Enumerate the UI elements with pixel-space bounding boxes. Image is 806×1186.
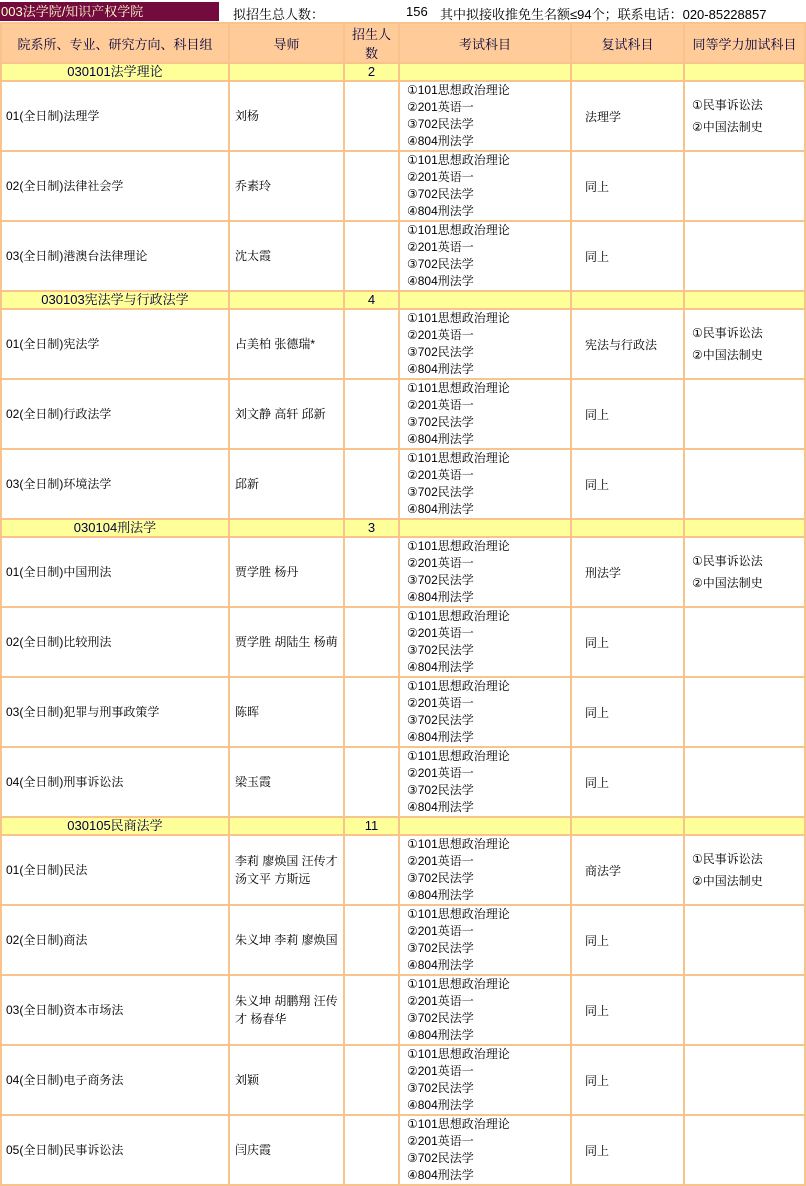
quota-cell	[344, 379, 399, 449]
column-header-row	[1, 23, 805, 63]
retest-cell: 同上	[571, 221, 684, 291]
direction-cell: 03(全日制)资本市场法	[1, 975, 229, 1045]
exam-subjects-cell	[399, 905, 571, 975]
section-row	[1, 817, 805, 835]
program-row	[1, 835, 805, 905]
exam-subject-line: ④804刑法学	[407, 1168, 474, 1182]
retest-cell: 同上	[571, 677, 684, 747]
section-quota: 4	[344, 291, 399, 309]
extra-subjects-cell	[684, 835, 805, 905]
extra-subjects-cell	[684, 151, 805, 221]
exam-subject-line: ①101思想政治理论	[407, 1117, 510, 1131]
supervisors-cell: 乔素玲	[229, 151, 344, 221]
exam-subject-line: ④804刑法学	[407, 590, 474, 604]
section-code-name: 030103宪法学与行政法学	[1, 291, 229, 309]
exam-subject-line: ②201英语一	[407, 398, 474, 412]
exam-subject-line: ②201英语一	[407, 240, 474, 254]
col-header-retest-subjects: 复试科目	[571, 23, 684, 63]
exam-subject-line: ③702民法学	[407, 1151, 474, 1165]
exam-subjects-cell	[399, 677, 571, 747]
quota-cell	[344, 835, 399, 905]
total-quota-label: 拟招生总人数：	[233, 7, 325, 22]
program-row	[1, 309, 805, 379]
quota-cell	[344, 1115, 399, 1185]
retest-cell: 刑法学	[571, 537, 684, 607]
exam-subject-line: ①101思想政治理论	[407, 451, 510, 465]
exam-subject-line: ②201英语一	[407, 100, 474, 114]
exam-subject-line: ①101思想政治理论	[407, 749, 510, 763]
supervisors-cell: 陈晖	[229, 677, 344, 747]
exam-subject-line: ①101思想政治理论	[407, 539, 510, 553]
exam-subject-line: ④804刑法学	[407, 1028, 474, 1042]
extra-subject-line: ①民事诉讼法	[692, 852, 763, 866]
section-empty-cell	[229, 817, 344, 835]
exam-subject-line: ①101思想政治理论	[407, 1047, 510, 1061]
exam-subject-line: ③702民法学	[407, 573, 474, 587]
program-row	[1, 905, 805, 975]
exam-subject-line: ④804刑法学	[407, 1098, 474, 1112]
exam-subject-line: ③702民法学	[407, 713, 474, 727]
exam-subjects-cell	[399, 975, 571, 1045]
supervisors-cell: 刘文静 高轩 邱新	[229, 379, 344, 449]
page-header	[0, 0, 804, 22]
program-row	[1, 151, 805, 221]
exam-subjects-cell	[399, 747, 571, 817]
exam-subject-line: ①101思想政治理论	[407, 311, 510, 325]
program-row	[1, 449, 805, 519]
direction-cell: 04(全日制)电子商务法	[1, 1045, 229, 1115]
exam-subject-line: ②201英语一	[407, 1064, 474, 1078]
retest-cell: 同上	[571, 151, 684, 221]
direction-cell: 01(全日制)中国刑法	[1, 537, 229, 607]
exam-subject-line: ②201英语一	[407, 626, 474, 640]
quota-cell	[344, 677, 399, 747]
section-empty-cell	[684, 817, 805, 835]
supervisors-cell: 刘颖	[229, 1045, 344, 1115]
exam-subject-line: ③702民法学	[407, 117, 474, 131]
supervisors-cell: 朱义坤 胡鹏翔 汪传才 杨春华	[229, 975, 344, 1045]
quota-cell	[344, 1045, 399, 1115]
quota-cell	[344, 607, 399, 677]
exam-subject-line: ①101思想政治理论	[407, 907, 510, 921]
retest-cell: 同上	[571, 1045, 684, 1115]
exam-subject-line: ①101思想政治理论	[407, 837, 510, 851]
program-row	[1, 1115, 805, 1185]
program-row	[1, 379, 805, 449]
exam-subject-line: ②201英语一	[407, 696, 474, 710]
direction-cell: 02(全日制)比较刑法	[1, 607, 229, 677]
exam-subjects-cell	[399, 379, 571, 449]
section-empty-cell	[684, 63, 805, 81]
exam-subjects-cell	[399, 1115, 571, 1185]
exam-subject-line: ②201英语一	[407, 170, 474, 184]
supervisors-cell: 闫庆霞	[229, 1115, 344, 1185]
supervisors-cell: 梁玉霞	[229, 747, 344, 817]
exam-subjects-cell	[399, 221, 571, 291]
direction-cell: 01(全日制)法理学	[1, 81, 229, 151]
exam-subject-line: ①101思想政治理论	[407, 381, 510, 395]
exam-subject-line: ①101思想政治理论	[407, 609, 510, 623]
section-code-name: 030104刑法学	[1, 519, 229, 537]
exam-subject-line: ④804刑法学	[407, 958, 474, 972]
extra-subjects-cell	[684, 607, 805, 677]
exam-subject-line: ②201英语一	[407, 556, 474, 570]
section-row	[1, 63, 805, 81]
supervisors-cell: 刘杨	[229, 81, 344, 151]
exam-subject-line: ④804刑法学	[407, 800, 474, 814]
direction-cell: 02(全日制)行政法学	[1, 379, 229, 449]
exam-subject-line: ①101思想政治理论	[407, 679, 510, 693]
retest-cell: 同上	[571, 1115, 684, 1185]
supervisors-cell: 李莉 廖焕国 汪传才 汤文平 方斯远	[229, 835, 344, 905]
col-header-quota: 招生人数	[344, 23, 399, 63]
quota-cell	[344, 151, 399, 221]
exam-subject-line: ③702民法学	[407, 1081, 474, 1095]
college-title-bar	[0, 2, 219, 21]
exam-subject-line: ①101思想政治理论	[407, 977, 510, 991]
quota-cell	[344, 975, 399, 1045]
extra-subjects-cell	[684, 449, 805, 519]
retest-cell: 同上	[571, 747, 684, 817]
direction-cell: 02(全日制)法律社会学	[1, 151, 229, 221]
extra-subjects-cell	[684, 379, 805, 449]
section-empty-cell	[571, 291, 684, 309]
direction-cell: 04(全日制)刑事诉讼法	[1, 747, 229, 817]
section-empty-cell	[399, 291, 571, 309]
supervisors-cell: 贾学胜 杨丹	[229, 537, 344, 607]
supervisors-cell: 占美柏 张德瑞*	[229, 309, 344, 379]
quota-cell	[344, 449, 399, 519]
direction-cell: 01(全日制)民法	[1, 835, 229, 905]
section-code-name: 030105民商法学	[1, 817, 229, 835]
retest-cell: 同上	[571, 905, 684, 975]
exam-subject-line: ②201英语一	[407, 854, 474, 868]
section-empty-cell	[571, 63, 684, 81]
college-title: 003法学院/知识产权学院	[1, 4, 144, 19]
program-row	[1, 1045, 805, 1115]
exam-subject-line: ②201英语一	[407, 328, 474, 342]
extra-subjects-cell	[684, 1045, 805, 1115]
exam-subjects-cell	[399, 835, 571, 905]
exam-subject-line: ④804刑法学	[407, 274, 474, 288]
exam-subject-line: ④804刑法学	[407, 362, 474, 376]
section-empty-cell	[229, 519, 344, 537]
exam-subject-line: ②201英语一	[407, 924, 474, 938]
program-row	[1, 221, 805, 291]
program-row	[1, 607, 805, 677]
extra-subjects-cell	[684, 677, 805, 747]
program-row	[1, 677, 805, 747]
exam-subject-line: ①101思想政治理论	[407, 83, 510, 97]
exam-subject-line: ④804刑法学	[407, 204, 474, 218]
retest-cell: 法理学	[571, 81, 684, 151]
quota-cell	[344, 309, 399, 379]
extra-subjects-cell	[684, 975, 805, 1045]
exam-subject-line: ③702民法学	[407, 187, 474, 201]
section-row	[1, 519, 805, 537]
section-empty-cell	[399, 519, 571, 537]
exam-subject-line: ③702民法学	[407, 941, 474, 955]
section-quota: 2	[344, 63, 399, 81]
quota-cell	[344, 221, 399, 291]
extra-subject-line: ①民事诉讼法	[692, 326, 763, 340]
extra-subjects-cell	[684, 537, 805, 607]
direction-cell: 02(全日制)商法	[1, 905, 229, 975]
exam-subject-line: ①101思想政治理论	[407, 153, 510, 167]
program-row	[1, 747, 805, 817]
section-empty-cell	[399, 817, 571, 835]
extra-subject-line: ②中国法制史	[692, 348, 763, 362]
retest-cell: 同上	[571, 975, 684, 1045]
total-quota-value: 156	[406, 4, 428, 19]
direction-cell: 03(全日制)环境法学	[1, 449, 229, 519]
admissions-table	[0, 22, 806, 1186]
extra-subject-line: ①民事诉讼法	[692, 98, 763, 112]
extra-subjects-cell	[684, 1115, 805, 1185]
extra-subjects-cell	[684, 81, 805, 151]
exam-subject-line: ④804刑法学	[407, 432, 474, 446]
direction-cell: 03(全日制)犯罪与刑事政策学	[1, 677, 229, 747]
section-row	[1, 291, 805, 309]
extra-subject-line: ②中国法制史	[692, 120, 763, 134]
exam-subject-line: ③702民法学	[407, 345, 474, 359]
extra-subject-line: ②中国法制史	[692, 576, 763, 590]
exam-subjects-cell	[399, 1045, 571, 1115]
program-row	[1, 975, 805, 1045]
exam-subject-line: ④804刑法学	[407, 502, 474, 516]
exam-subject-line: ④804刑法学	[407, 134, 474, 148]
exam-subject-line: ④804刑法学	[407, 730, 474, 744]
section-empty-cell	[571, 817, 684, 835]
retest-cell: 宪法与行政法	[571, 309, 684, 379]
direction-cell: 03(全日制)港澳台法律理论	[1, 221, 229, 291]
extra-subject-line: ①民事诉讼法	[692, 554, 763, 568]
exam-subjects-cell	[399, 449, 571, 519]
section-empty-cell	[229, 63, 344, 81]
extra-subjects-cell	[684, 905, 805, 975]
quota-cell	[344, 81, 399, 151]
exam-subject-line: ③702民法学	[407, 643, 474, 657]
section-empty-cell	[399, 63, 571, 81]
col-header-exam-subjects: 考试科目	[399, 23, 571, 63]
extra-subjects-cell	[684, 221, 805, 291]
exam-subject-line: ③702民法学	[407, 1011, 474, 1025]
section-empty-cell	[229, 291, 344, 309]
exam-subjects-cell	[399, 607, 571, 677]
direction-cell: 05(全日制)民事诉讼法	[1, 1115, 229, 1185]
col-header-extra-subjects: 同等学力加试科目	[684, 23, 805, 63]
exam-subject-line: ①101思想政治理论	[407, 223, 510, 237]
exam-subjects-cell	[399, 81, 571, 151]
retest-cell: 商法学	[571, 835, 684, 905]
extra-subjects-cell	[684, 309, 805, 379]
retest-cell: 同上	[571, 607, 684, 677]
supervisors-cell: 邱新	[229, 449, 344, 519]
section-quota: 11	[344, 817, 399, 835]
exam-subjects-cell	[399, 537, 571, 607]
direction-cell: 01(全日制)宪法学	[1, 309, 229, 379]
exam-subjects-cell	[399, 151, 571, 221]
col-header-program: 院系所、专业、研究方向、科目组	[1, 23, 229, 63]
extra-subject-line: ②中国法制史	[692, 874, 763, 888]
exam-subject-line: ③702民法学	[407, 871, 474, 885]
retest-cell: 同上	[571, 449, 684, 519]
exam-subject-line: ②201英语一	[407, 468, 474, 482]
exam-subject-line: ②201英语一	[407, 1134, 474, 1148]
section-empty-cell	[571, 519, 684, 537]
program-row	[1, 537, 805, 607]
exam-subject-line: ③702民法学	[407, 257, 474, 271]
exam-subject-line: ④804刑法学	[407, 660, 474, 674]
col-header-supervisor: 导师	[229, 23, 344, 63]
exam-subject-line: ②201英语一	[407, 766, 474, 780]
extra-subjects-cell	[684, 747, 805, 817]
section-code-name: 030101法学理论	[1, 63, 229, 81]
header-note: 其中拟接收推免生名额≤94个；联系电话：020-85228857	[440, 7, 767, 22]
retest-cell: 同上	[571, 379, 684, 449]
supervisors-cell: 贾学胜 胡陆生 杨萌	[229, 607, 344, 677]
exam-subject-line: ③702民法学	[407, 783, 474, 797]
exam-subject-line: ③702民法学	[407, 415, 474, 429]
section-empty-cell	[684, 519, 805, 537]
program-row	[1, 81, 805, 151]
section-quota: 3	[344, 519, 399, 537]
exam-subject-line: ④804刑法学	[407, 888, 474, 902]
quota-cell	[344, 905, 399, 975]
exam-subjects-cell	[399, 309, 571, 379]
quota-cell	[344, 537, 399, 607]
supervisors-cell: 朱义坤 李莉 廖焕国	[229, 905, 344, 975]
section-empty-cell	[684, 291, 805, 309]
supervisors-cell: 沈太霞	[229, 221, 344, 291]
exam-subject-line: ②201英语一	[407, 994, 474, 1008]
exam-subject-line: ③702民法学	[407, 485, 474, 499]
quota-cell	[344, 747, 399, 817]
